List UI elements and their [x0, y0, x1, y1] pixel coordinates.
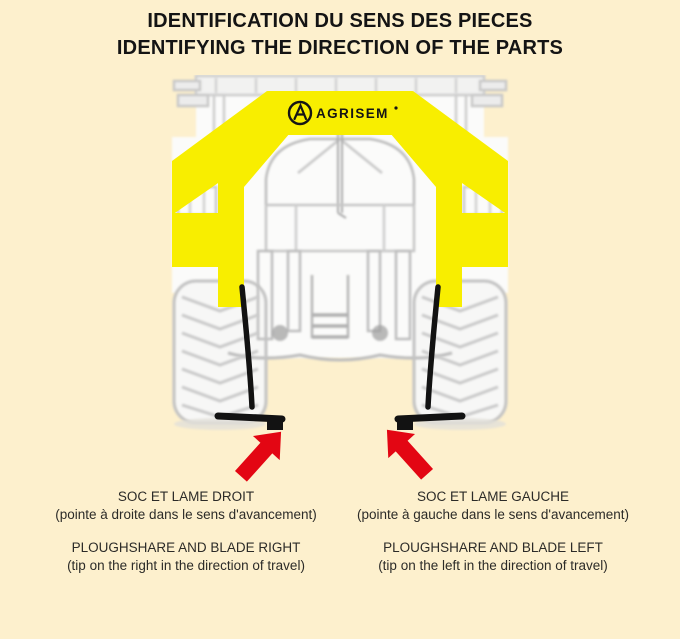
page-title	[0, 8, 680, 62]
ground-shadow	[174, 418, 506, 430]
right-blade-fr-title: SOC ET LAME DROIT	[117, 489, 255, 504]
left-blade-tip	[267, 417, 283, 430]
agrisem-logo-mark-icon	[394, 106, 397, 109]
right-blade-en-title: PLOUGHSHARE AND BLADE RIGHT	[71, 540, 301, 555]
left-blade-fr-title: SOC ET LAME GAUCHE	[416, 489, 570, 504]
label-block-left-blade	[323, 488, 663, 574]
title-line-fr: IDENTIFICATION DU SENS DES PIECES	[147, 10, 533, 32]
frame-left-block	[172, 213, 220, 267]
left-blade-fr-note: (pointe à gauche dans le sens d'avancement)	[356, 506, 629, 522]
label-block-right-blade	[16, 488, 356, 574]
right-blade-en-note: (tip on the right in the direction of travel)	[67, 557, 305, 573]
right-blade-fr-note: (pointe à droite dans le sens d'avancement)	[55, 506, 317, 522]
frame-right-block	[460, 213, 508, 267]
left-blade-en-note: (tip on the left in the direction of travel)	[378, 557, 608, 573]
agrisem-logo-text: AGRISEM	[316, 106, 389, 121]
title-line-en: IDENTIFYING THE DIRECTION OF THE PARTS	[116, 37, 564, 59]
label-spacer	[16, 523, 356, 539]
label-spacer	[323, 523, 663, 539]
right-blade-tip	[397, 417, 413, 430]
machine-diagram	[170, 75, 510, 485]
left-blade-en-title: PLOUGHSHARE AND BLADE LEFT	[383, 540, 603, 555]
